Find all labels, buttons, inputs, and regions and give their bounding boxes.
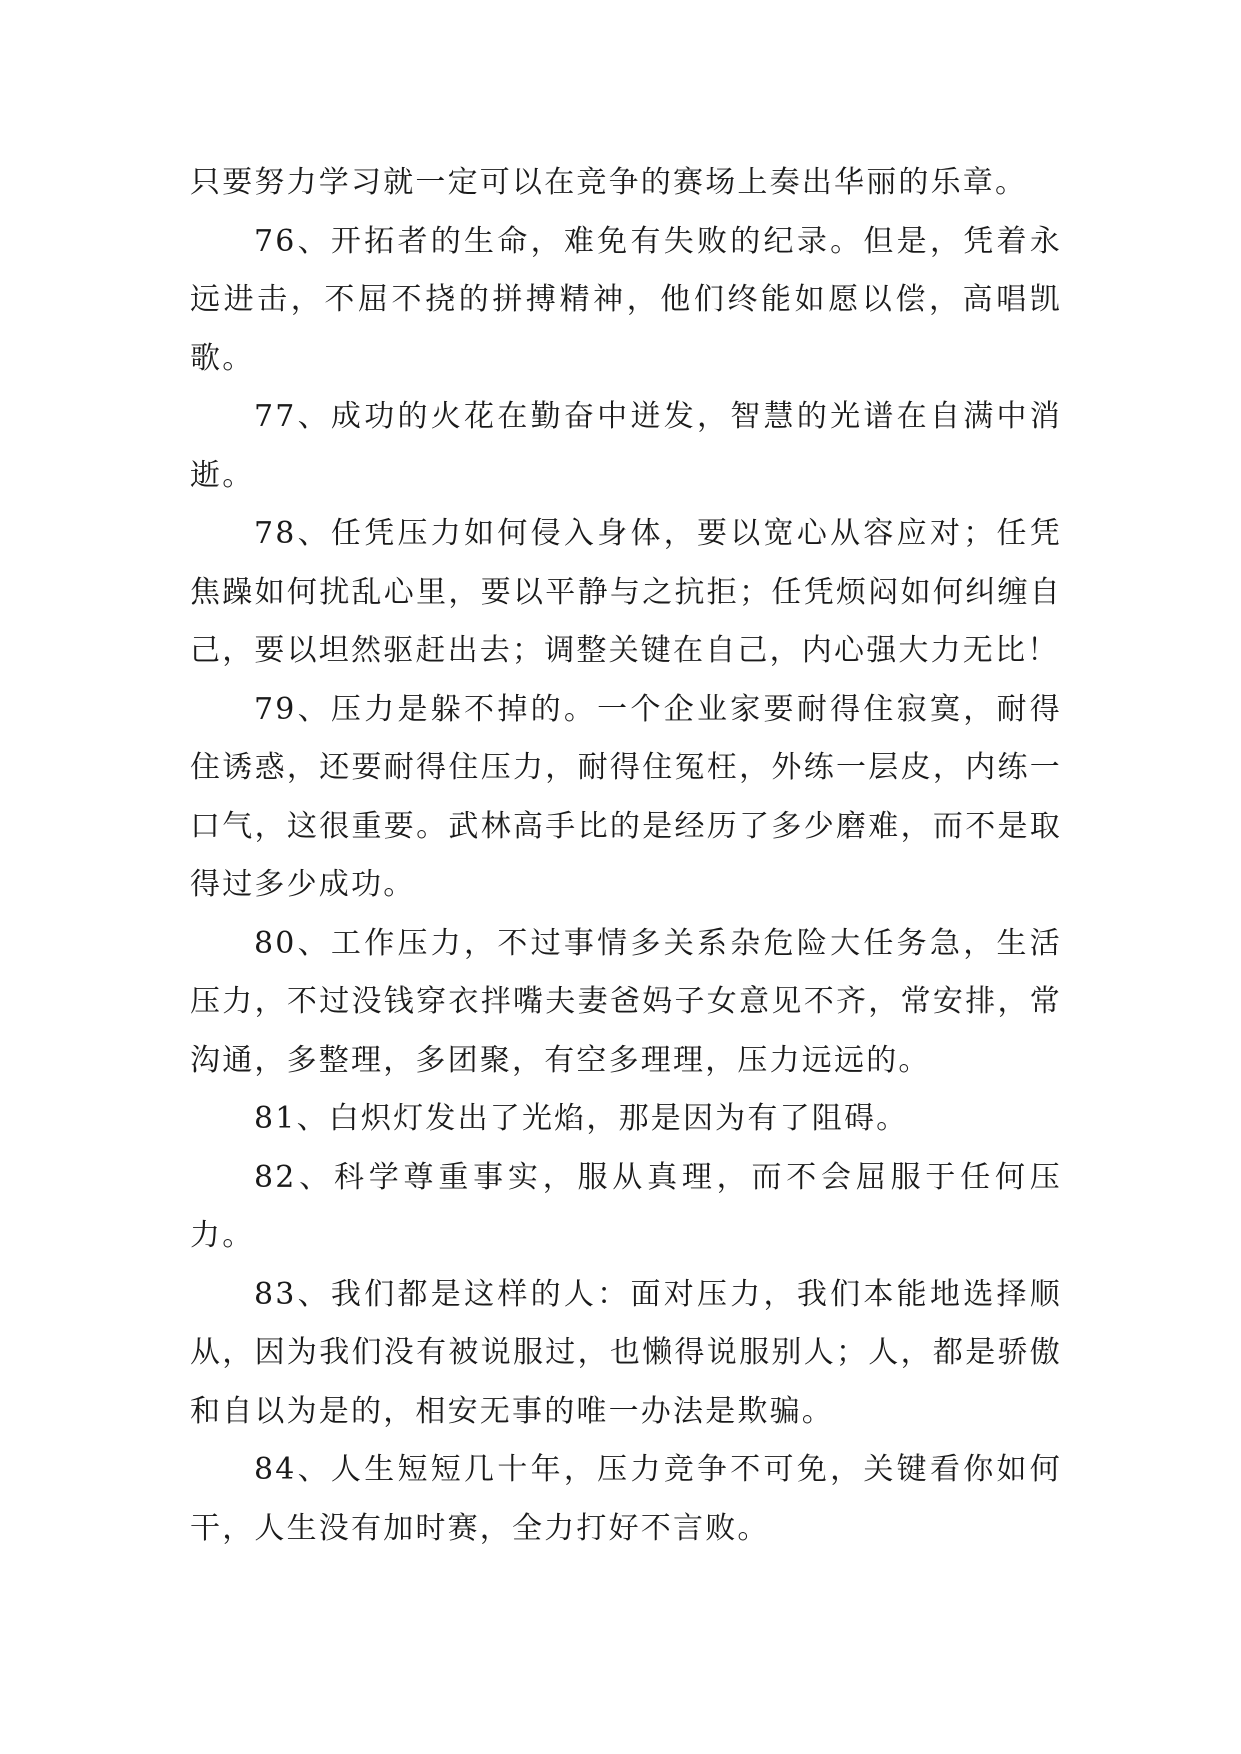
paragraph-82: 82、科学尊重事实，服从真理，而不会屈服于任何压力。 <box>190 1159 1062 1253</box>
paragraph-79: 79、压力是躲不掉的。一个企业家要耐得住寂寞，耐得住诱惑，还要耐得住压力，耐得住冤枉，外练一层皮，内练一口气，这很重要。武林高手比的是经历了多少磨难，而不是取得过多少成功。 <box>190 691 1062 902</box>
paragraph-84: 84、人生短短几十年，压力竞争不可免，关键看你如何干，人生没有加时赛，全力打好不言败。 <box>190 1452 1062 1546</box>
paragraph-81: 81、白炽灯发出了光焰，那是因为有了阻碍。 <box>254 1101 909 1136</box>
paragraph-78: 78、任凭压力如何侵入身体，要以宽心从容应对；任凭焦躁如何扰乱心里，要以平静与之抗拒；任凭烦闷如何纠缠自己，要以坦然驱赶出去；调整关键在自己，内心强大力无比！ <box>190 516 1062 668</box>
paragraph-77: 77、成功的火花在勤奋中迸发，智慧的光谱在自满中消逝。 <box>190 399 1062 493</box>
document-page <box>190 154 1062 1558</box>
paragraph-continuation: 只要努力学习就一定可以在竞争的赛场上奏出华丽的乐章。 <box>190 165 1028 200</box>
paragraph-80: 80、工作压力，不过事情多关系杂危险大任务急，生活压力，不过没钱穿衣拌嘴夫妻爸妈子女意见不齐，常安排，常沟通，多整理，多团聚，有空多理理，压力远远的。 <box>190 925 1062 1078</box>
paragraph-76: 76、开拓者的生命，难免有失败的纪录。但是，凭着永远进击，不屈不挠的拼搏精神，他们终能如愿以偿，高唱凯歌。 <box>190 223 1062 376</box>
paragraph-83: 83、我们都是这样的人：面对压力，我们本能地选择顺从，因为我们没有被说服过，也懒得说服别人；人，都是骄傲和自以为是的，相安无事的唯一办法是欺骗。 <box>190 1276 1062 1429</box>
